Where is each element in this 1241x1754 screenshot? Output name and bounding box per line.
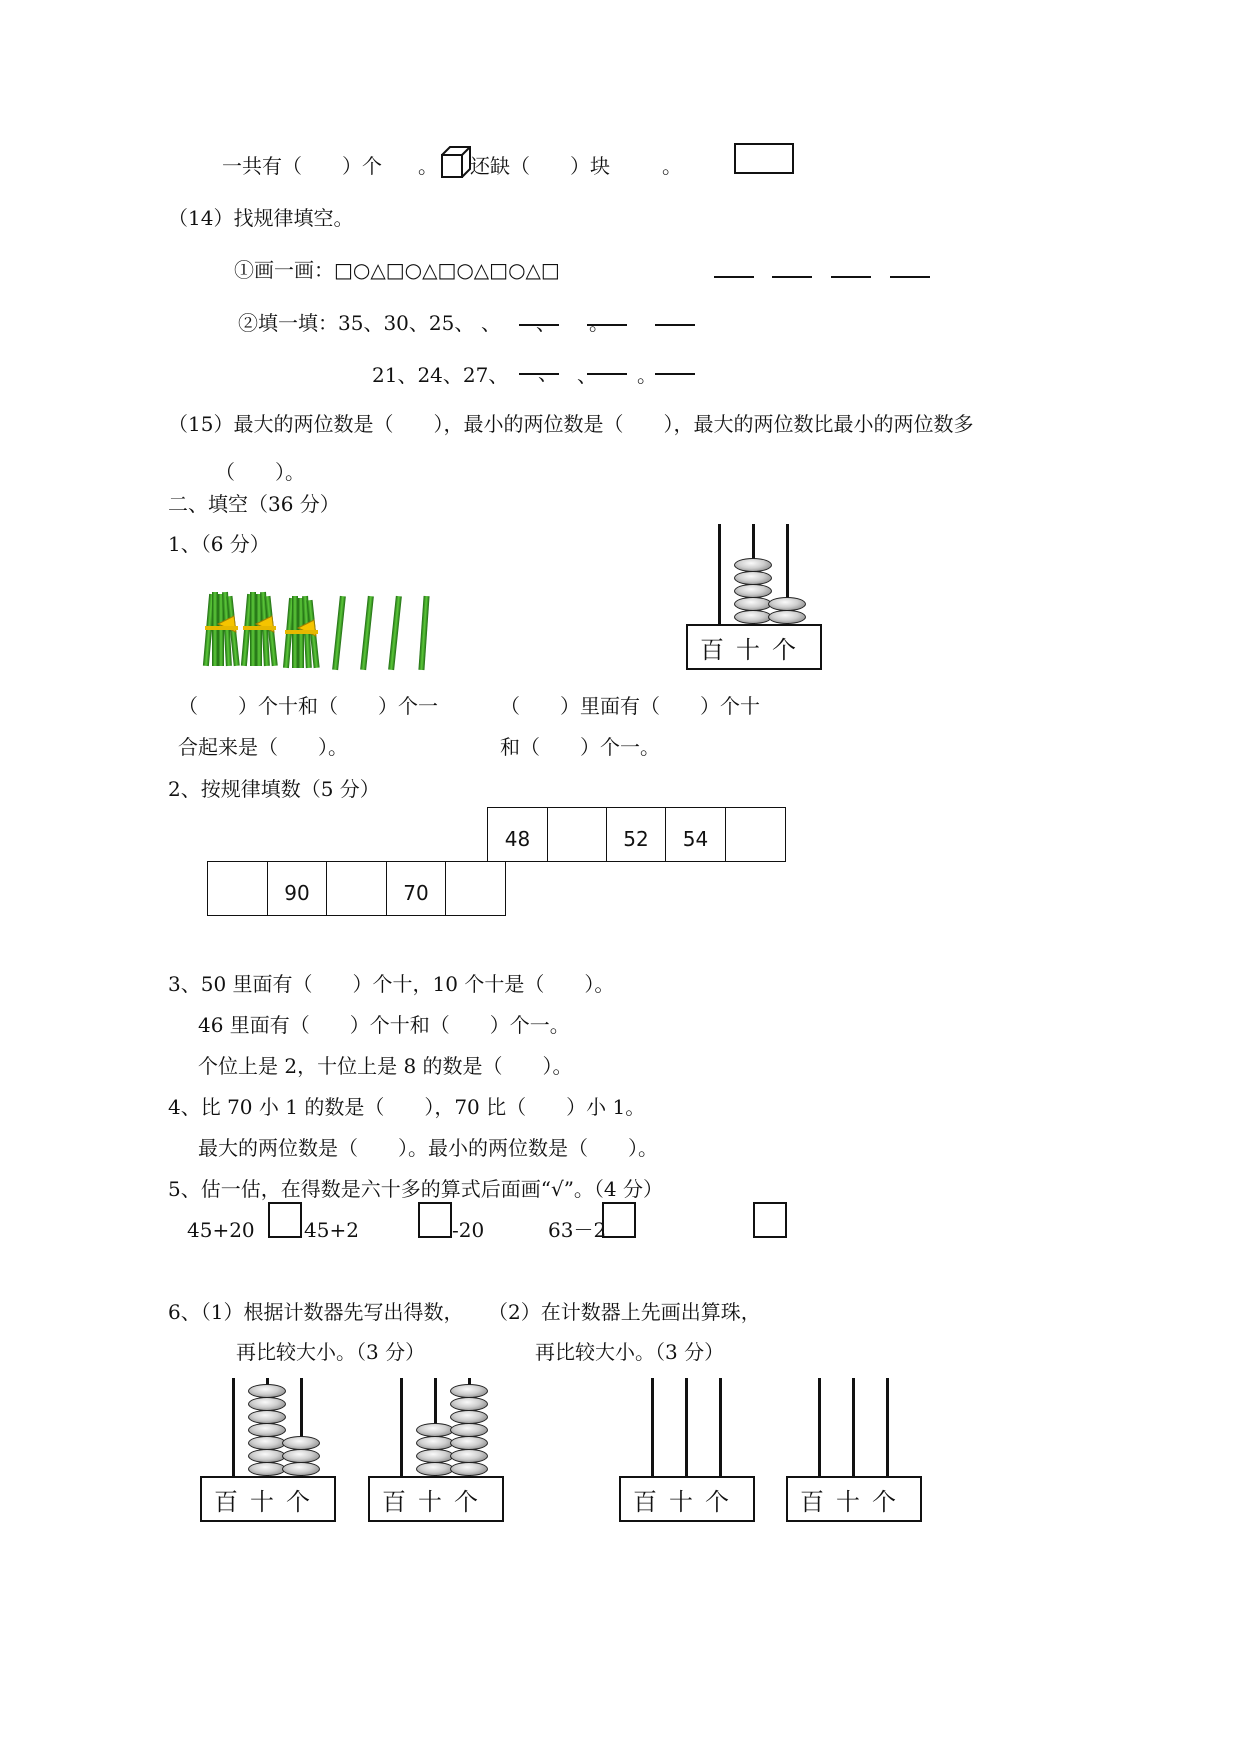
abacus-bead: [734, 584, 772, 598]
draw-blank-3[interactable]: [831, 276, 871, 278]
q2-row1-cell-5[interactable]: [725, 807, 786, 862]
q4-line2: 最大的两位数是（ ）。最小的两位数是（ ）。: [198, 1136, 658, 1160]
abacus-bead: [248, 1449, 286, 1463]
abacus-base-label: 百十个: [619, 1476, 755, 1522]
seq2-sep-1: 、: [538, 361, 558, 385]
fill-sep-3: 。: [589, 311, 609, 335]
missing-blocks-text: 还缺（ ）块: [470, 154, 610, 178]
q2-title: 2、按规律填数（5 分）: [168, 777, 380, 801]
abacus-q6-4[interactable]: [786, 1378, 922, 1522]
q4-line1: 4、比 70 小 1 的数是（ ），70 比（ ）小 1。: [168, 1095, 646, 1119]
abacus-q6-3[interactable]: [619, 1378, 755, 1522]
abacus-bead: [416, 1462, 454, 1476]
q5-title: 5、估一估，在得数是六十多的算式后面画“√”。（4 分）: [168, 1177, 663, 1201]
seq2-end: 。: [637, 363, 657, 387]
sticks-illustration: [196, 588, 446, 674]
draw-blank-1[interactable]: [714, 276, 754, 278]
abacus-bead: [734, 610, 772, 624]
q6-left-line1: 6、（1）根据计数器先写出得数，: [168, 1300, 464, 1324]
stick-bundle-3: [283, 596, 320, 668]
single-stick: [360, 596, 374, 670]
single-stick: [418, 596, 429, 670]
abacus-bead: [416, 1449, 454, 1463]
q1-left-line1: （ ）个十和（ ）个一: [178, 694, 438, 718]
q5-item-4: 63－2: [548, 1218, 607, 1242]
seq2-blank-2[interactable]: [587, 373, 627, 375]
q14-seq2-label: 21、24、27、: [372, 363, 509, 387]
abacus-q1: [686, 524, 822, 670]
q1-title: 1、（6 分）: [168, 532, 270, 556]
q5-checkbox-1[interactable]: [268, 1202, 302, 1238]
q3-line3: 个位上是 2，十位上是 8 的数是（ ）。: [198, 1054, 573, 1078]
q2-row1-cell-4: 54: [665, 807, 726, 862]
seq2-blank-3[interactable]: [655, 373, 695, 375]
abacus-bead: [450, 1397, 488, 1411]
q1-left-line2: 合起来是（ ）。: [178, 735, 348, 759]
q3-line2: 46 里面有（ ）个十和（ ）个一。: [198, 1013, 570, 1037]
abacus-bead: [450, 1384, 488, 1398]
fill-sep-2: 、: [536, 311, 556, 335]
top-count-text: 一共有（ ）个: [222, 154, 382, 178]
q5-checkbox-2[interactable]: [418, 1202, 452, 1238]
abacus-bead: [450, 1436, 488, 1450]
q6-right-line2: 再比较大小。（3 分）: [535, 1340, 725, 1364]
q2-row1-cell-2[interactable]: [547, 807, 607, 862]
abacus-bead: [768, 597, 806, 611]
q2-row2-cell-3[interactable]: [326, 861, 387, 916]
abacus-bead: [734, 597, 772, 611]
q2-row2-cell-4: 70: [386, 861, 446, 916]
abacus-bead: [282, 1449, 320, 1463]
q2-row1-cell-3: 52: [606, 807, 666, 862]
fill-sep-1: 、: [481, 311, 501, 335]
abacus-q6-2: [368, 1378, 504, 1522]
abacus-bead: [248, 1436, 286, 1450]
abacus-bead: [450, 1410, 488, 1424]
abacus-rod: [685, 1378, 688, 1478]
q5-item-3: -20: [452, 1218, 485, 1242]
abacus-bead: [248, 1423, 286, 1437]
top-period-2: 。: [662, 154, 682, 178]
q1-right-line2: 和（ ）个一。: [500, 735, 660, 759]
q5-item-2: 45+2: [304, 1218, 359, 1242]
single-stick: [388, 596, 402, 670]
abacus-bead: [248, 1397, 286, 1411]
abacus-rod: [886, 1378, 889, 1478]
abacus-bead: [282, 1436, 320, 1450]
abacus-q6-1: [200, 1378, 336, 1522]
q1-right-line1: （ ）里面有（ ）个十: [500, 694, 760, 718]
q5-checkbox-4[interactable]: [753, 1202, 787, 1238]
q3-line1: 3、50 里面有（ ）个十，10 个十是（ ）。: [168, 972, 615, 996]
abacus-bead: [734, 558, 772, 572]
q5-item-1: 45+20: [187, 1218, 255, 1242]
cube-icon: [440, 145, 472, 179]
abacus-bead: [450, 1423, 488, 1437]
abacus-rod: [852, 1378, 855, 1478]
abacus-rod: [651, 1378, 654, 1478]
q14-draw-label: ①画一画：□○△□○△□○△□○△□: [234, 258, 560, 282]
abacus-rod: [718, 524, 721, 626]
q5-checkbox-3[interactable]: [602, 1202, 636, 1238]
abacus-bead: [248, 1462, 286, 1476]
q2-row2-cell-5[interactable]: [445, 861, 506, 916]
single-stick: [332, 596, 346, 670]
stick-bundle-2: [241, 592, 278, 666]
q6-left-line2: 再比较大小。（3 分）: [236, 1340, 426, 1364]
section2-title: 二、填空（36 分）: [168, 492, 340, 516]
fill-blank-3[interactable]: [655, 324, 695, 326]
abacus-rod: [719, 1378, 722, 1478]
abacus-base-label: 百十个: [200, 1476, 336, 1522]
seq2-sep-2: 、: [577, 363, 597, 387]
abacus-rod: [818, 1378, 821, 1478]
answer-box[interactable]: [734, 143, 794, 174]
draw-blank-2[interactable]: [772, 276, 812, 278]
top-period: 。: [418, 154, 438, 178]
q6-right-line1: （2）在计数器上先画出算珠，: [488, 1300, 761, 1324]
abacus-bead: [450, 1449, 488, 1463]
abacus-bead: [768, 610, 806, 624]
q2-row2-cell-1[interactable]: [207, 861, 268, 916]
abacus-base-label: 百十个: [368, 1476, 504, 1522]
abacus-rod: [232, 1378, 235, 1478]
q2-row2-cell-2: 90: [267, 861, 327, 916]
abacus-base-label: 百十个: [686, 624, 822, 670]
q2-row1-cell-1: 48: [487, 807, 548, 862]
draw-blank-4[interactable]: [890, 276, 930, 278]
abacus-bead: [248, 1384, 286, 1398]
q15-text-2: （ ）。: [215, 460, 305, 484]
abacus-bead: [416, 1436, 454, 1450]
abacus-rod: [400, 1378, 403, 1478]
q14-title: （14）找规律填空。: [168, 206, 354, 230]
stick-bundle-1: [203, 592, 240, 666]
abacus-bead: [282, 1462, 320, 1476]
q15-text: （15）最大的两位数是（ ），最小的两位数是（ ），最大的两位数比最小的两位数多: [168, 412, 974, 436]
q14-fill-label: ②填一填：35、30、25、: [238, 311, 475, 335]
abacus-bead: [248, 1410, 286, 1424]
abacus-bead: [734, 571, 772, 585]
abacus-base-label: 百十个: [786, 1476, 922, 1522]
abacus-bead: [416, 1423, 454, 1437]
abacus-bead: [450, 1462, 488, 1476]
